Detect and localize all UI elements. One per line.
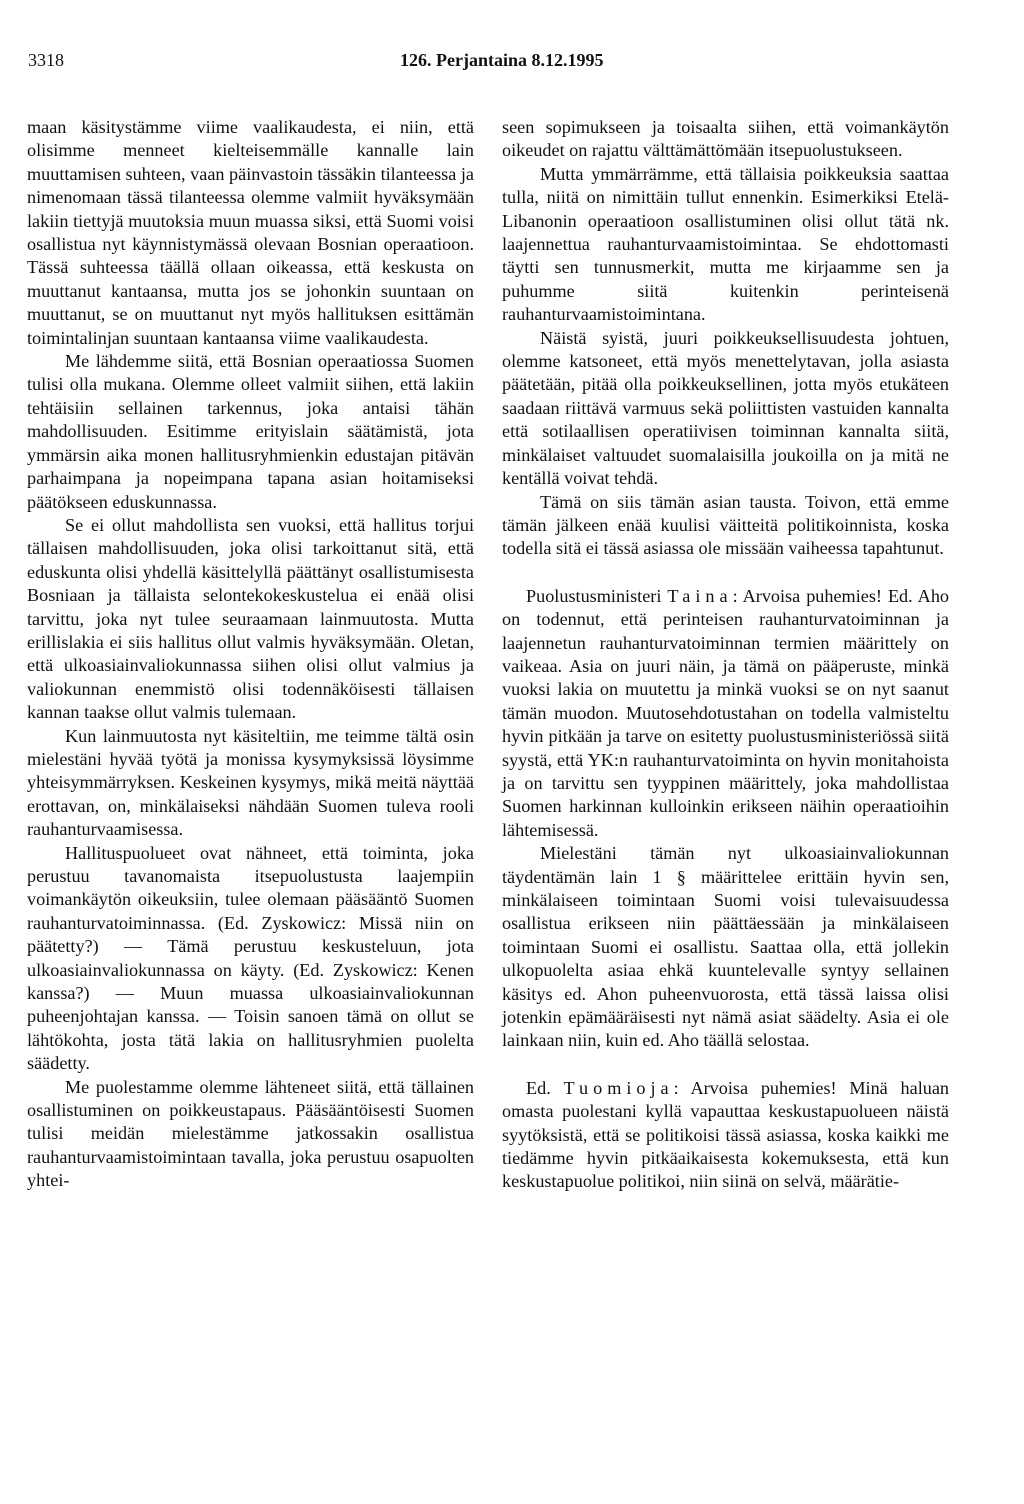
speaker-name: Tuomioja [563, 1077, 674, 1098]
paragraph: Kun lainmuutosta nyt käsiteltiin, me teimme tältä osin mielestäni hyvää työtä ja monissa kysymyksissä löysimme yhteisymmärryksen. Keskeinen kysymys, mikä meitä näyttää erottavan, on, minkälaiseksi nähdään Suomen tuleva rooli rauhanturvaamisessa. [27, 725, 474, 840]
speaker-name: Taina [667, 585, 733, 606]
paragraph: maan käsitystämme viime vaalikaudesta, ei niin, että olisimme menneet kielteisemmälle kannalle lain muuttamisen suhteen, vaan päinvastoin tässäkin tilanteessa ja nimenomaan tässä tilanteessa olemme valmiit hyväksymään lakiin tiettyjä muutoksia muun muassa siksi, että Suomi voisi osallistua nyt käynnistymässä olevaan Bosnian operaatioon. Tässä suhteessa täällä ollaan oikeassa, että keskusta on muuttanut kantaansa, mutta jos se johonkin suuntaan on muuttanut, se on muuttanut nyt myös hallituksen esittämän toimintalinjan suuntaan kantaansa viime vaalikaudesta. [27, 117, 474, 348]
paragraph: Se ei ollut mahdollista sen vuoksi, että hallitus torjui tällaisen mahdollisuuden, joka olisi tarkoittanut sitä, että eduskunta olisi yhdellä käsittelyllä päättänyt osallistumisesta Bosniaan ja tällaista selontekokeskustelua ei enää olisi tarvittu, joka nyt tulee seuraamaan lainmuutosta. Mutta erillislakia ei siis hallitus ollut valmis hyväksymään. Oletan, että ulkoasiainvaliokunnassa siihen olisi ollut valmius ja valiokunnan enemmistö olisi todennäköisesti tällaisen kannan taakse ollut valmis tulemaan. [27, 514, 474, 723]
paragraph: Hallituspuolueet ovat nähneet, että toiminta, joka perustuu tavanomaista itsepuolustusta laajempiin voimankäytön oikeuksiin, tulee olemaan pääsääntö Suomen rauhanturvatoiminnassa. (Ed. Zyskowicz: Missä niin on päätetty?) — Tämä perustuu keskusteluun, jota ulkoasiainvaliokunnassa on käyty. (Ed. Zyskowicz: Kenen kanssa?) — Muun muassa ulkoasiainvaliokunnan puheenjohtajan kanssa. — Toisin sanoen tämä on ollut se lähtökohta, josta tätä lakia on hallitusryhmien puolelta säädetty. [27, 842, 474, 1074]
speaker-title: Puolustusministeri [526, 585, 662, 606]
right-column [502, 116, 949, 1194]
paragraph: Mutta ymmärrämme, että tällaisia poikkeuksia saattaa tulla, niitä on nimittäin tullut ennenkin. Esimerkiksi Etelä-Libanonin operaatioon osallistuminen olisi ollut tätä nk. laajennettua rauhanturvaamistoimintaa. Se ehdottomasti täytti sen tunnusmerkit, mutta me kirjaamme sen ja puhumme siitä kuitenkin perinteisenä rauhanturvaamistoimintana. [502, 163, 949, 325]
paragraph: Näistä syistä, juuri poikkeuksellisuudesta johtuen, olemme katsoneet, että myös menettelytavan, jolla asiasta päätetään, pitää olla poikkeuksellinen, jotta myös etukäteen saadaan riittävä varmuus sekä poliittisten vastuiden kannalta että sotilaallisen operatiivisen toiminnan kannalta siitä, minkälaiset valtuudet suomalaisilla joukoilla on ja mitä ne kentällä voivat tehdä. [502, 327, 949, 489]
issue-date: 126. Perjantaina 8.12.1995 [400, 50, 604, 70]
speech-text: Arvoisa puhemies! Ed. Aho on todennut, että perinteisen rauhanturvatoiminnan ja laajennetun rauhanturvatoiminnan termien määrittely on vaikeaa. Asia on juuri näin, ja tämä on pääperuste, minkä vuoksi lakia on muutettu ja minkä vuoksi se on nyt saanut tämän muodon. Muutosehdotustahan on todella valmisteltu hyvin pitkään ja tarve on esitetty puolustusministeriössä siitä syystä, että YK:n rauhanturvatoiminta on hyvin monitahoista ja on tarvittu sen tyyppinen määrittely, joka mahdollistaa Suomen harkinnan kulloinkin erikseen näihin operaatioihin lähtemisessä. [502, 585, 950, 840]
speaker-title: Ed. [526, 1077, 551, 1098]
speaker-colon: : [673, 1077, 679, 1098]
paragraph: Me puolestamme olemme lähteneet siitä, että tällainen osallistuminen on poikkeustapaus. Pääsääntöisesti Suomen tulisi meidän mielestämme jatkossakin osallistua rauhanturvaamistoimintaan tavalla, joka perustuu osapuolten yhtei- [27, 1076, 474, 1191]
paragraph: Tämä on siis tämän asian tausta. Toivon, että emme tämän jälkeen enää kuulisi väitteitä politikoinnista, koska todella sitä ei tässä asiassa ole missään vaiheessa tapahtunut. [502, 491, 949, 559]
speaker-colon: : [732, 585, 738, 606]
paragraph: seen sopimukseen ja toisaalta siihen, että voimankäytön oikeudet on rajattu välttämättömään itsepuolustukseen. [502, 117, 949, 161]
speech-text: Arvoisa puhemies! Minä haluan omasta puolestani kyllä vapauttaa keskustapuolueen näistä syytöksistä, että se politikoisi tässä asiassa, koska kaikki me tiedämme hyvin pitkäaikaisesta kokemuksesta, että kun keskustapuolue politikoi, niin siinä on selvä, määrätie- [502, 1077, 950, 1192]
speech-tuomioja [502, 1077, 949, 1194]
paragraph: Mielestäni tämän nyt ulkoasiainvaliokunnan täydentämän lain 1 § määrittelee erittäin hyvin sen, minkälaiseen toimintaan Suomi voisi tulevaisuudessa osallistua erikseen niin päättäessään ja minkälaiseen toimintaan Suomi ei osallistu. Saattaa olla, että jollekin ulkopuolelta asiaa ehkä kuuntelevalle syntyy sellainen käsitys ed. Ahon puheenvuorosta, että tässä laissa olisi jotenkin epämääräisesti nyt nämä asiat säädelty. Asia ei ole lainkaan niin, kuin ed. Aho täällä selostaa. [502, 843, 949, 1051]
speech-taina [502, 585, 949, 842]
page-header [28, 50, 978, 74]
paragraph: Me lähdemme siitä, että Bosnian operaatiossa Suomen tulisi olla mukana. Olemme olleet valmiit siihen, että lakiin tehtäisiin sellainen tarkennus, joka antaisi tähän mahdollisuuden. Esitimme erityislain säätämistä, jota ymmärsin aika monen hallitusryhmienkin edustajan pitävän parhaimpana ja nopeimpana tapana asian hoitamiseksi päätökseen eduskunnassa. [27, 351, 474, 512]
page-number: 3318 [28, 50, 64, 70]
left-column [27, 116, 474, 1193]
